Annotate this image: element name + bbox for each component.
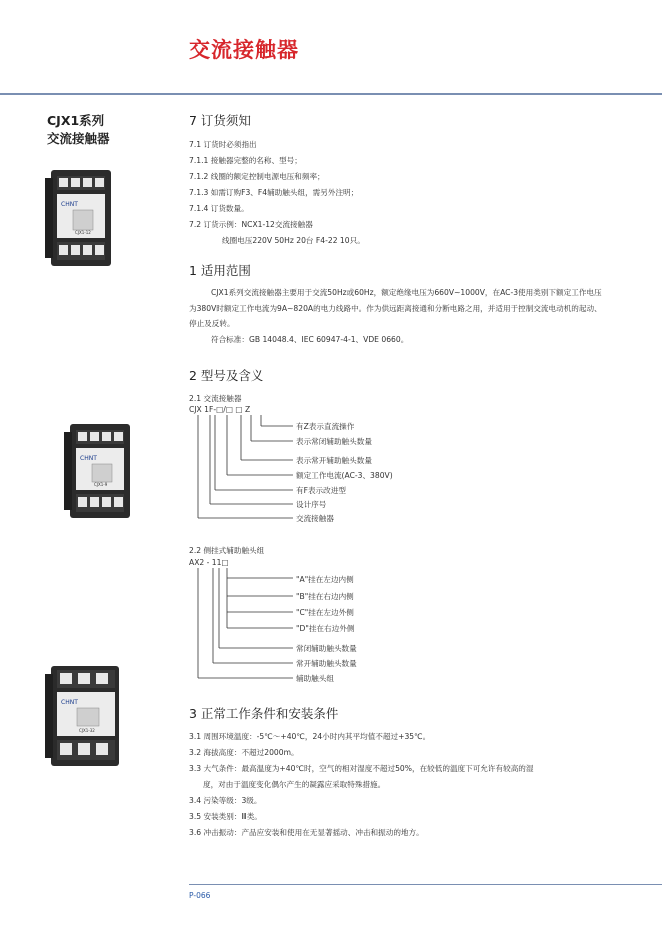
- s3-line-2: 3.2 海拔高度：不超过2000m。: [189, 748, 299, 757]
- page-title: 交流接触器: [189, 38, 299, 62]
- diagram2-label-7: 辅助触头组: [296, 674, 334, 683]
- diagram1-label-2: 表示常闭辅助触头数量: [296, 437, 372, 446]
- diagram1-label-6: 设计序号: [296, 500, 327, 509]
- s7-line-2: 7.1.1 接触器完整的名称、型号；: [189, 156, 302, 165]
- s7-line-3: 7.1.2 线圈的额定控制电源电压和频率；: [189, 172, 325, 181]
- s7-line-5: 7.1.4 订货数量。: [189, 204, 249, 213]
- s7-line-6: 7.2 订货示例：NCX1-12交流接触器: [189, 220, 313, 229]
- model-label: CJX1-9: [94, 482, 108, 487]
- section-1-body: [189, 285, 609, 347]
- contactor-photo-2: [64, 422, 136, 522]
- diagram2-label-6: 常开辅助触头数量: [296, 659, 357, 668]
- section-2-heading: 2 型号及含义: [189, 368, 264, 383]
- s7-line-4: 7.1.3 如需订购F3、F4辅助触头组，需另外注明；: [189, 188, 359, 197]
- s2-sub-1: 2.1 交流接触器: [189, 394, 242, 403]
- diagram1-label-1: 有Z表示直流操作: [296, 422, 355, 431]
- model-label: CJX1-32: [79, 728, 95, 733]
- diagram2-label-4: "D"挂在右边外侧: [296, 624, 355, 633]
- s7-order-example: 线圈电压220V 50Hz 20台 F4-22 10只。: [222, 236, 365, 245]
- standards-line: 符合标准：GB 14048.4、IEC 60947-4-1、VDE 0660。: [211, 334, 409, 344]
- model-code-contactor: CJX 1F-□/□ □ Z: [189, 405, 251, 414]
- s3-line-7: 3.6 冲击振动：产品应安装和使用在无显著摇动、冲击和振动的地方。: [189, 828, 424, 837]
- top-divider: [0, 93, 662, 95]
- contactor-photo-3: [45, 664, 125, 770]
- s3-line-5: 3.4 污染等级：3级。: [189, 796, 262, 805]
- model-label: CJX1-12: [75, 230, 91, 235]
- diagram2-label-3: "C"挂在左边外侧: [296, 608, 354, 617]
- page-number: P-066: [189, 891, 211, 900]
- diagram2-label-5: 常闭辅助触头数量: [296, 644, 357, 653]
- model-diagram-2: [189, 567, 299, 682]
- s3-line-1: 3.1 周围环境温度：-5℃～+40℃，24小时内其平均值不超过+35℃。: [189, 732, 431, 741]
- section-3-heading: 3 正常工作条件和安装条件: [189, 706, 339, 721]
- diagram2-label-2: "B"挂在右边内侧: [296, 592, 354, 601]
- diagram1-label-4: 额定工作电流(AC-3、380V): [296, 471, 393, 480]
- s7-line-1: 7.1 订货时必须指出: [189, 140, 257, 149]
- s3-line-3: 3.3 大气条件：最高温度为+40℃时，空气的相对湿度不超过50%，在较低的温度下可允许有较高的湿: [189, 764, 534, 773]
- scope-paragraph: CJX1系列交流接触器主要用于交流50Hz或60Hz，额定绝缘电压为660V~1000V，在AC-3使用类别下额定工作电压为380V时额定工作电流为9A~820A的电力线路中。作为供远距离接通和分断电路之用，并适用于控制交流电动机的起动、停止及反转。: [189, 288, 602, 328]
- series-title: CJX1系列: [47, 113, 105, 128]
- section-1-heading: 1 适用范围: [189, 263, 251, 278]
- footer-divider: [189, 884, 662, 885]
- model-diagram-1: [189, 414, 299, 524]
- brand-logo: CHNT: [80, 455, 97, 462]
- diagram2-label-1: "A"挂在左边内侧: [296, 575, 354, 584]
- s2-sub-2: 2.2 侧挂式辅助触头组: [189, 546, 265, 555]
- diagram1-label-7: 交流接触器: [296, 514, 334, 523]
- brand-logo: CHNT: [61, 699, 78, 706]
- s3-line-4: 度，对由于温度变化偶尔产生的凝露应采取特殊措施。: [203, 780, 386, 789]
- contactor-photo-1: [45, 168, 117, 270]
- brand-logo: CHNT: [61, 201, 78, 208]
- model-code-aux: AX2 - 11□: [189, 558, 229, 567]
- section-7-heading: 7 订货须知: [189, 113, 251, 128]
- series-subtitle: 交流接触器: [47, 131, 110, 146]
- diagram1-label-3: 表示常开辅助触头数量: [296, 456, 372, 465]
- diagram1-label-5: 有F表示改进型: [296, 486, 346, 495]
- s3-line-6: 3.5 安装类别：Ⅲ类。: [189, 812, 262, 821]
